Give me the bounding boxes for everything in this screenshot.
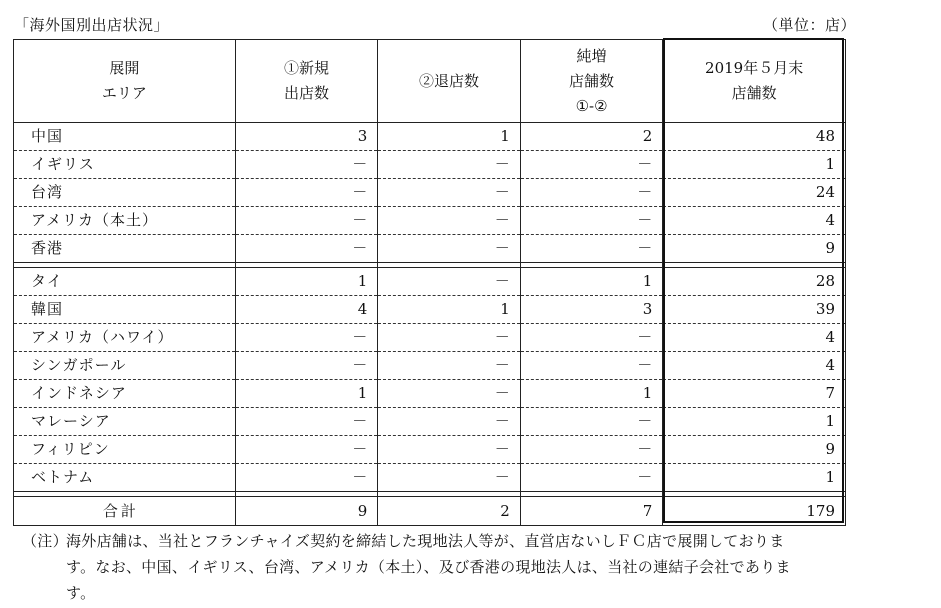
row-area: 中国	[14, 123, 236, 151]
totals-net: 7	[520, 497, 663, 526]
row-total: 48	[663, 123, 846, 151]
row-net: －	[520, 179, 663, 207]
row-total: 1	[663, 408, 846, 436]
table-row	[14, 464, 846, 492]
row-area: 香港	[14, 235, 236, 263]
header-row	[14, 40, 846, 123]
row-closed: －	[378, 151, 521, 179]
row-total: 9	[663, 436, 846, 464]
row-new: －	[235, 235, 378, 263]
footnote-line3: す。	[66, 584, 96, 602]
row-net: －	[520, 235, 663, 263]
row-new: －	[235, 408, 378, 436]
table-row	[14, 123, 846, 151]
header-closed	[378, 40, 521, 123]
row-closed: －	[378, 179, 521, 207]
row-closed: 1	[378, 123, 521, 151]
row-net: －	[520, 464, 663, 492]
table-row	[14, 352, 846, 380]
row-closed: －	[378, 436, 521, 464]
table-row	[14, 380, 846, 408]
footnote-body	[66, 528, 936, 606]
header-net-line2: 店舗数	[569, 71, 615, 90]
header-area	[14, 40, 236, 123]
row-net: 2	[520, 123, 663, 151]
row-new: 4	[235, 296, 378, 324]
row-new: 3	[235, 123, 378, 151]
table-row	[14, 235, 846, 263]
row-new: 1	[235, 380, 378, 408]
row-area: マレーシア	[14, 408, 236, 436]
header-end-line2: 店舗数	[731, 84, 777, 102]
row-new: －	[235, 436, 378, 464]
table-row	[14, 324, 846, 352]
row-total: 4	[663, 324, 846, 352]
table-row	[14, 408, 846, 436]
row-closed: －	[378, 464, 521, 492]
row-total: 39	[663, 296, 846, 324]
row-closed: －	[378, 352, 521, 380]
row-area: タイ	[14, 268, 236, 296]
row-new: －	[235, 324, 378, 352]
table-row	[14, 207, 846, 235]
row-closed: －	[378, 207, 521, 235]
row-net: －	[520, 324, 663, 352]
row-net: －	[520, 436, 663, 464]
row-area: ベトナム	[14, 464, 236, 492]
row-new: －	[235, 464, 378, 492]
header-end-total	[663, 40, 846, 123]
table-row	[14, 151, 846, 179]
row-area: シンガポール	[14, 352, 236, 380]
row-total: 1	[663, 464, 846, 492]
row-net: －	[520, 352, 663, 380]
row-closed: －	[378, 268, 521, 296]
row-closed: －	[378, 235, 521, 263]
row-total: 1	[663, 151, 846, 179]
header-new-line1: ①新規	[284, 59, 330, 77]
row-new: －	[235, 207, 378, 235]
totals-label: 合計	[14, 497, 236, 526]
totals-closed: 2	[378, 497, 521, 526]
row-area: インドネシア	[14, 380, 236, 408]
header-net-line1: 純増	[576, 46, 607, 65]
header-net-line3: ①-②	[575, 96, 608, 115]
row-area: 韓国	[14, 296, 236, 324]
row-closed: －	[378, 324, 521, 352]
table-row	[14, 296, 846, 324]
header-area-line1: 展開	[109, 59, 140, 77]
row-area: フィリピン	[14, 436, 236, 464]
footnote-line1: 海外店舗は、当社とフランチャイズ契約を締結した現地法人等が、直営店ないしＦＣ店で展開しておりま	[66, 532, 785, 550]
header-net	[520, 40, 663, 123]
row-new: －	[235, 179, 378, 207]
row-net: 1	[520, 380, 663, 408]
row-new: 1	[235, 268, 378, 296]
row-area: アメリカ（ハワイ）	[14, 324, 236, 352]
row-net: 3	[520, 296, 663, 324]
row-area: アメリカ（本土）	[14, 207, 236, 235]
row-closed: －	[378, 408, 521, 436]
table-row	[14, 179, 846, 207]
totals-new: 9	[235, 497, 378, 526]
footnote-label: （注）	[22, 532, 68, 550]
row-net: －	[520, 408, 663, 436]
row-closed: 1	[378, 296, 521, 324]
unit-label: （単位：店）	[763, 16, 857, 34]
header-closed-label: ②退店数	[419, 71, 480, 90]
row-closed: －	[378, 380, 521, 408]
header-new	[235, 40, 378, 123]
row-total: 24	[663, 179, 846, 207]
header-end-line1: 2019年５月末	[705, 59, 804, 77]
row-area: 台湾	[14, 179, 236, 207]
header-area-line2: エリア	[101, 84, 147, 102]
totals-row	[14, 497, 846, 526]
row-total: 9	[663, 235, 846, 263]
row-net: －	[520, 207, 663, 235]
row-area: イギリス	[14, 151, 236, 179]
table-row	[14, 436, 846, 464]
row-total: 4	[663, 207, 846, 235]
header-new-line2: 出店数	[284, 84, 330, 102]
totals-total: 179	[663, 497, 846, 526]
row-total: 4	[663, 352, 846, 380]
table-caption: 「海外国別出店状況」	[14, 16, 170, 34]
row-total: 28	[663, 268, 846, 296]
footnote-line2: す。なお、中国、イギリス、台湾、アメリカ（本土）、及び香港の現地法人は、当社の連結子会社でありま	[66, 558, 791, 576]
row-total: 7	[663, 380, 846, 408]
table-row	[14, 268, 846, 296]
row-net: 1	[520, 268, 663, 296]
row-net: －	[520, 151, 663, 179]
overseas-stores-table	[13, 39, 846, 526]
row-new: －	[235, 151, 378, 179]
row-new: －	[235, 352, 378, 380]
